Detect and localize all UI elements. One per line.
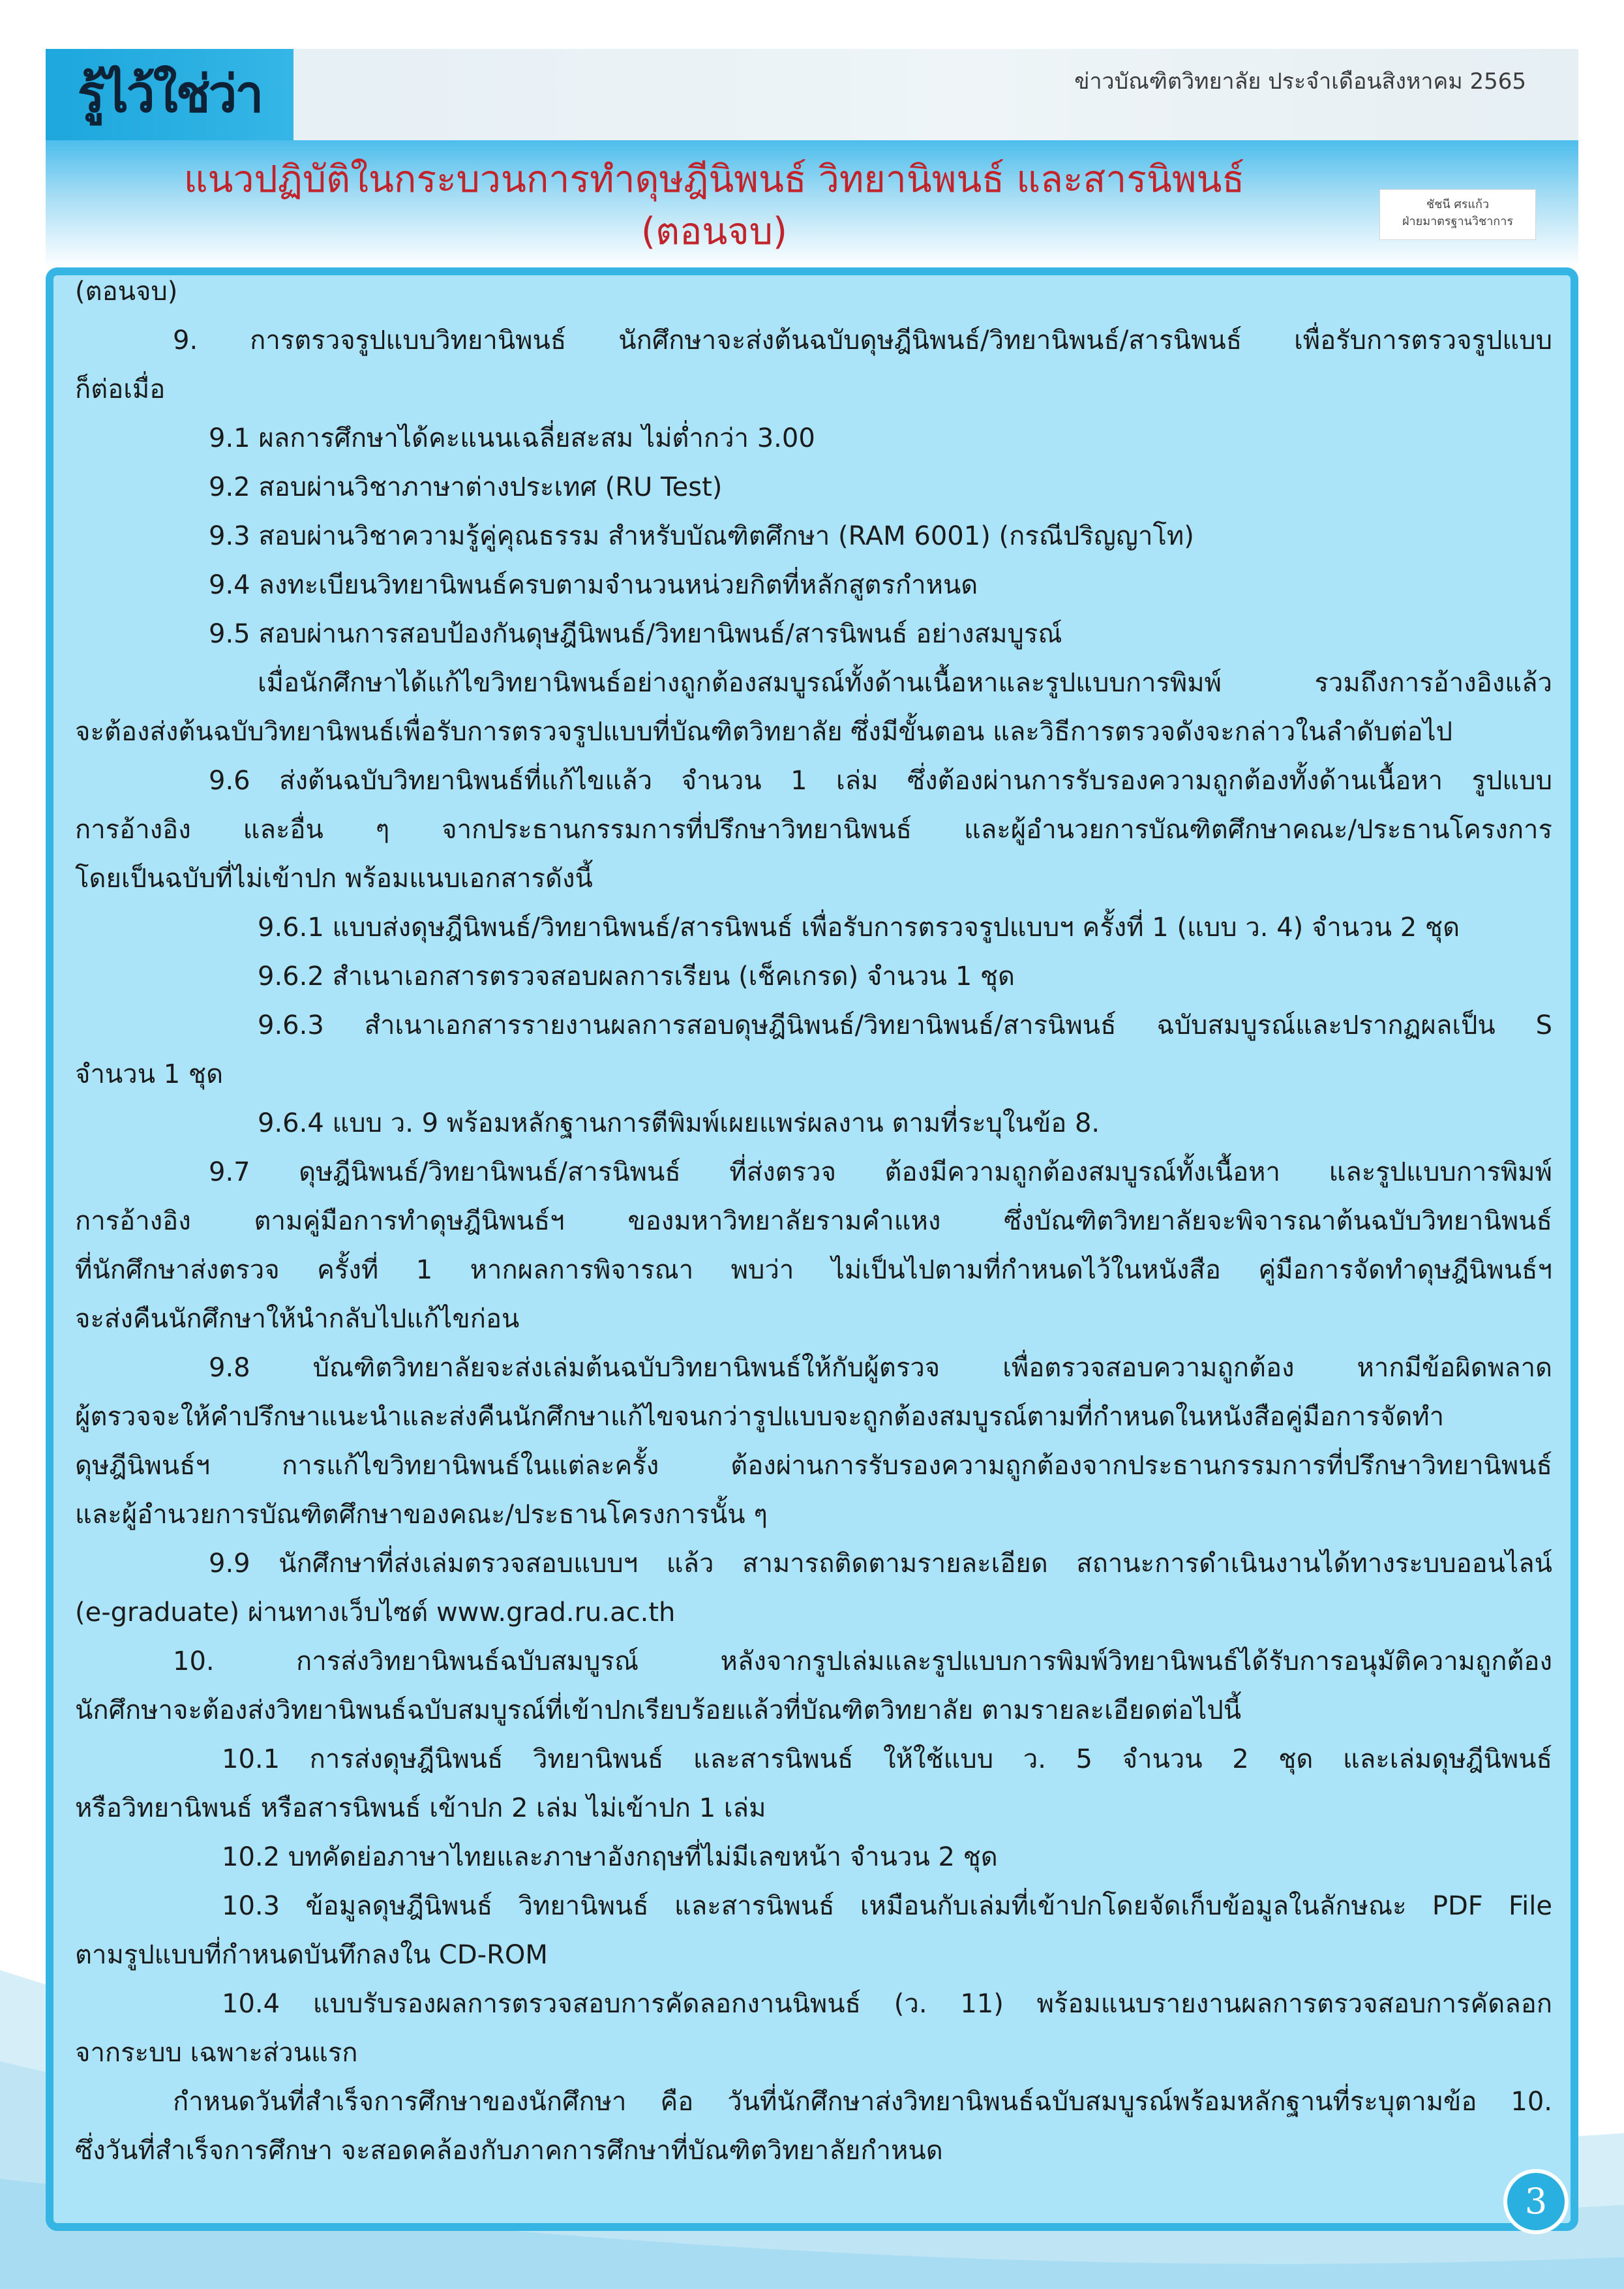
list-item: 9.2 สอบผ่านวิชาภาษาต่างประเทศ (RU Test) (209, 472, 723, 502)
paragraph: จะต้องส่งต้นฉบับวิทยานิพนธ์เพื่อรับการตรวจรูปแบบที่บัณฑิตวิทยาลัย ซึ่งมีขั้นตอน และวิธีการตรวจดังจะกล่าวในลำดับต่อไป (75, 717, 1453, 747)
article-subtitle: (ตอนจบ) (640, 210, 788, 253)
paragraph: ตามรูปแบบที่กำหนดบันทึกลงใน CD-ROM (75, 1940, 548, 1970)
paragraph: โดยเป็นฉบับที่ไม่เข้าปก พร้อมแนบเอกสารดังนี้ (75, 864, 593, 894)
list-item: 10.3 ข้อมูลดุษฎีนิพนธ์ วิทยานิพนธ์ และสารนิพนธ์ เหมือนกับเล่มที่เข้าปกโดยจัดเก็บข้อมูลในลักษณะ PDF File (222, 1891, 1552, 1921)
brand-logo: รู้ไว้ใช่ว่า (77, 65, 262, 124)
paragraph: นักศึกษาจะต้องส่งวิทยานิพนธ์ฉบับสมบูรณ์ที่เข้าปกเรียบร้อยแล้วที่บัณฑิตวิทยาลัย ตามรายละเอียดต่อไปนี้ (75, 1695, 1242, 1725)
paragraph: เมื่อนักศึกษาได้แก้ไขวิทยานิพนธ์อย่างถูกต้องสมบูรณ์ทั้งด้านเนื้อหาและรูปแบบการพิมพ์ รวมถึงการอ้างอิงแล้ว (258, 668, 1552, 698)
article-body (75, 267, 1552, 2175)
paragraph: จากระบบ เฉพาะส่วนแรก (75, 2038, 358, 2068)
paragraph: ที่นักศึกษาส่งตรวจ ครั้งที่ 1 หากผลการพิจารณา พบว่า ไม่เป็นไปตามที่กำหนดไว้ในหนังสือ คู่มือการจัดทำดุษฎีนิพนธ์ฯ (75, 1255, 1552, 1285)
paragraph: (e-graduate) ผ่านทางเว็บไซต์ www.grad.ru.ac.th (75, 1598, 676, 1628)
paragraph: หรือวิทยานิพนธ์ หรือสารนิพนธ์ เข้าปก 2 เล่ม ไม่เข้าปก 1 เล่ม (75, 1793, 766, 1823)
article-title: แนวปฏิบัติในกระบวนการทำดุษฎีนิพนธ์ วิทยานิพนธ์ และสารนิพนธ์ (183, 158, 1245, 201)
paragraph: ดุษฎีนิพนธ์ฯ การแก้ไขวิทยานิพนธ์ในแต่ละครั้ง ต้องผ่านการรับรองความถูกต้องจากประธานกรรมการที่ปรึกษาวิทยานิพนธ์ (75, 1451, 1552, 1481)
list-item: 9.7 ดุษฎีนิพนธ์/วิทยานิพนธ์/สารนิพนธ์ ที่ส่งตรวจ ต้องมีความถูกต้องสมบูรณ์ทั้งเนื้อหา และรูปแบบการพิมพ์ (209, 1157, 1552, 1187)
paragraph: ก็ต่อเมื่อ (75, 374, 166, 404)
list-item: 9.6 ส่งต้นฉบับวิทยานิพนธ์ที่แก้ไขแล้ว จำนวน 1 เล่ม ซึ่งต้องผ่านการรับรองความถูกต้องทั้งด้านเนื้อหา รูปแบบ (209, 766, 1552, 796)
paragraph: การอ้างอิง และอื่น ๆ จากประธานกรรมการที่ปรึกษาวิทยานิพนธ์ และผู้อำนวยการบัณฑิตศึกษาคณะ/ประธานโครงการ (75, 815, 1552, 845)
paragraph: การอ้างอิง ตามคู่มือการทำดุษฎีนิพนธ์ฯ ของมหาวิทยาลัยรามคำแหง ซึ่งบัณฑิตวิทยาลัยจะพิจารณาต้นฉบับวิทยานิพนธ์ (75, 1206, 1552, 1236)
list-item: 10.1 การส่งดุษฎีนิพนธ์ วิทยานิพนธ์ และสารนิพนธ์ ให้ใช้แบบ ว. 5 จำนวน 2 ชุด และเล่มดุษฎีนิพนธ์ (222, 1744, 1552, 1774)
paragraph: จำนวน 1 ชุด (75, 1059, 224, 1089)
author-box (1379, 189, 1536, 240)
paragraph: และผู้อำนวยการบัณฑิตศึกษาของคณะ/ประธานโครงการนั้น ๆ (75, 1500, 768, 1530)
list-item: 9.5 สอบผ่านการสอบป้องกันดุษฎีนิพนธ์/วิทยานิพนธ์/สารนิพนธ์ อย่างสมบูรณ์ (209, 619, 1062, 649)
list-item: 9.9 นักศึกษาที่ส่งเล่มตรวจสอบแบบฯ แล้ว สามารถติดตามรายละเอียด สถานะการดำเนินงานได้ทางระบบออนไลน์ (209, 1549, 1552, 1579)
brand-block (46, 49, 293, 140)
list-item: 9.6.3 สำเนาเอกสารรายงานผลการสอบดุษฎีนิพนธ์/วิทยานิพนธ์/สารนิพนธ์ ฉบับสมบูรณ์และปรากฏผลเป็น S (258, 1010, 1552, 1040)
paragraph: (ตอนจบ) (75, 277, 178, 307)
list-item: 10.2 บทคัดย่อภาษาไทยและภาษาอังกฤษที่ไม่มีเลขหน้า จำนวน 2 ชุด (222, 1842, 998, 1872)
paragraph: กำหนดวันที่สำเร็จการศึกษาของนักศึกษา คือ วันที่นักศึกษาส่งวิทยานิพนธ์ฉบับสมบูรณ์พร้อมหลักฐานที่ระบุตามข้อ 10. (173, 2087, 1552, 2117)
list-item: 10. การส่งวิทยานิพนธ์ฉบับสมบูรณ์ หลังจากรูปเล่มและรูปแบบการพิมพ์วิทยานิพนธ์ได้รับการอนุมัติความถูกต้อง (173, 1646, 1552, 1676)
issue-label: ข่าวบัณฑิตวิทยาลัย ประจำเดือนสิงหาคม 2565 (1074, 68, 1526, 95)
paragraph: ซึ่งวันที่สำเร็จการศึกษา จะสอดคล้องกับภาคการศึกษาที่บัณฑิตวิทยาลัยกำหนด (75, 2136, 943, 2166)
list-item: 9.6.4 แบบ ว. 9 พร้อมหลักฐานการตีพิมพ์เผยแพร่ผลงาน ตามที่ระบุในข้อ 8. (258, 1108, 1100, 1138)
list-item: 9.3 สอบผ่านวิชาความรู้คู่คุณธรรม สำหรับบัณฑิตศึกษา (RAM 6001) (กรณีปริญญาโท) (209, 521, 1194, 551)
list-item: 9.6.1 แบบส่งดุษฎีนิพนธ์/วิทยานิพนธ์/สารนิพนธ์ เพื่อรับการตรวจรูปแบบฯ ครั้งที่ 1 (แบบ ว. 4) จำนวน 2 ชุด (258, 913, 1460, 943)
paragraph: 9. การตรวจรูปแบบวิทยานิพนธ์ นักศึกษาจะส่งต้นฉบับดุษฎีนิพนธ์/วิทยานิพนธ์/สารนิพนธ์ เพื่อรับการตรวจรูปแบบ (173, 326, 1552, 356)
header-bar (46, 49, 1578, 140)
page-number-badge: 3 (1503, 2169, 1569, 2234)
list-item: 9.4 ลงทะเบียนวิทยานิพนธ์ครบตามจำนวนหน่วยกิตที่หลักสูตรกำหนด (209, 570, 978, 600)
list-item: 9.6.2 สำเนาเอกสารตรวจสอบผลการเรียน (เช็คเกรด) จำนวน 1 ชุด (258, 962, 1015, 992)
list-item: 9.1 ผลการศึกษาได้คะแนนเฉลี่ยสะสม ไม่ต่ำกว่า 3.00 (209, 423, 815, 453)
list-item: 9.8 บัณฑิตวิทยาลัยจะส่งเล่มต้นฉบับวิทยานิพนธ์ให้กับผู้ตรวจ เพื่อตรวจสอบความถูกต้อง หากมีข้อผิดพลาด (209, 1353, 1552, 1383)
list-item: 10.4 แบบรับรองผลการตรวจสอบการคัดลอกงานนิพนธ์ (ว. 11) พร้อมแนบรายงานผลการตรวจสอบการคัดลอก (222, 1989, 1552, 2019)
paragraph: จะส่งคืนนักศึกษาให้นำกลับไปแก้ไขก่อน (75, 1304, 520, 1334)
author-department: ฝ่ายมาตรฐานวิชาการ (1402, 215, 1513, 228)
author-name: ชัชนี ศรแก้ว (1426, 198, 1490, 211)
paragraph: ผู้ตรวจจะให้คำปรึกษาแนะนำและส่งคืนนักศึกษาแก้ไขจนกว่ารูปแบบจะถูกต้องสมบูรณ์ตามที่กำหนดในหนังสือคู่มือการจัดทำ (75, 1402, 1445, 1432)
title-band (46, 140, 1578, 267)
